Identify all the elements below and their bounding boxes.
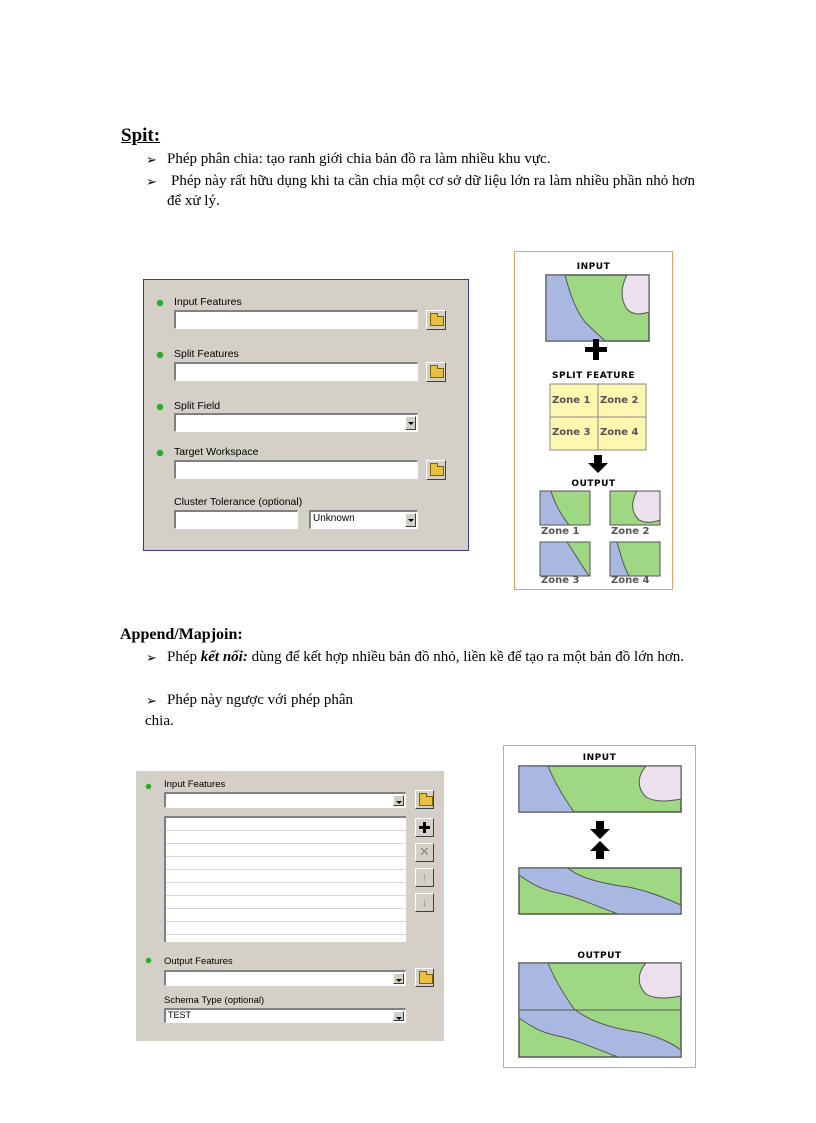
output-map (518, 962, 682, 1058)
cluster-tolerance-field[interactable] (174, 510, 298, 529)
figure-input-title: INPUT (576, 262, 611, 272)
chevron-down-icon[interactable] (405, 513, 416, 527)
chevron-down-icon[interactable] (405, 416, 416, 430)
open-folder-icon (419, 796, 433, 806)
chevron-down-icon[interactable] (393, 795, 404, 806)
open-folder-icon (430, 368, 444, 378)
target-workspace-label: Target Workspace (174, 446, 259, 458)
split-figure (514, 251, 673, 590)
bullet-arrow-icon: ➢ (146, 693, 157, 708)
input-map (545, 274, 650, 342)
open-folder-icon (430, 316, 444, 326)
zone-label: Zone 2 (600, 395, 639, 406)
append-bullet-2-cont: chia. (145, 713, 174, 729)
output-zone-label: Zone 1 (541, 526, 580, 537)
split-bullet-1: Phép phân chia: tạo ranh giới chia bản đồ ra làm nhiều khu vực. (167, 151, 551, 167)
bullet-arrow-icon: ➢ (146, 650, 157, 665)
figure-input-title: INPUT (582, 753, 617, 763)
input-features-list[interactable] (164, 816, 406, 942)
open-folder-icon (430, 466, 444, 476)
required-dot-icon (157, 300, 163, 306)
schema-type-select[interactable] (164, 1008, 406, 1023)
browse-button[interactable] (426, 310, 446, 330)
units-select[interactable] (309, 510, 418, 529)
browse-button[interactable] (415, 968, 434, 987)
required-dot-icon (146, 958, 151, 963)
split-features-label: Split Features (174, 348, 239, 360)
split-heading: Spit: (121, 125, 161, 146)
arrow-up-icon (590, 841, 610, 859)
units-value: Unknown (313, 513, 355, 524)
required-dot-icon (157, 450, 163, 456)
remove-button[interactable] (415, 843, 434, 862)
arrow-down-icon (588, 455, 608, 473)
cluster-tolerance-label: Cluster Tolerance (optional) (174, 496, 303, 508)
append-input-features-label: Input Features (164, 779, 226, 790)
output-zone-map (609, 541, 661, 577)
target-workspace-field[interactable] (174, 460, 418, 479)
chevron-down-icon[interactable] (393, 1011, 404, 1021)
required-dot-icon (157, 404, 163, 410)
append-input-features-select[interactable] (164, 792, 406, 808)
output-zone-map (609, 490, 661, 526)
bullet-arrow-icon: ➢ (146, 174, 157, 189)
move-down-button[interactable] (415, 893, 434, 912)
output-features-select[interactable] (164, 970, 406, 986)
output-zone-label: Zone 4 (611, 575, 650, 586)
arrow-up-icon: ↑ (421, 870, 428, 884)
zone-label: Zone 4 (600, 427, 639, 438)
browse-button[interactable] (426, 362, 446, 382)
required-dot-icon (157, 352, 163, 358)
add-button[interactable] (415, 818, 434, 837)
arrow-down-icon (590, 821, 610, 839)
append-dialog (136, 771, 444, 1041)
input-features-field[interactable] (174, 310, 418, 329)
open-folder-icon (419, 974, 433, 984)
input-map (518, 765, 682, 813)
output-features-label: Output Features (164, 956, 233, 967)
append-bold-term: kết nối: (200, 649, 248, 665)
append-figure (503, 745, 696, 1068)
append-bullet-2: Phép này ngược với phép phân (167, 692, 354, 708)
input-features-label: Input Features (174, 296, 242, 308)
split-dialog (143, 279, 469, 551)
split-zone-grid (549, 383, 647, 451)
split-features-field[interactable] (174, 362, 418, 381)
output-zone-label: Zone 2 (611, 526, 650, 537)
figure-split-title: SPLIT FEATURE (551, 371, 636, 381)
append-bullet-1: Phép kết nối: dùng để kết hợp nhiều bản đồ nhỏ, liền kề để tạo ra một bản đồ lớn hơn. (167, 649, 685, 665)
split-field-select[interactable] (174, 413, 418, 432)
schema-type-value: TEST (168, 1010, 192, 1020)
figure-output-title: OUTPUT (571, 479, 616, 489)
required-dot-icon (146, 784, 151, 789)
zone-label: Zone 3 (552, 427, 591, 438)
browse-button[interactable] (426, 460, 446, 480)
split-bullet-2: Phép này rất hữu dụng khi ta cần chia một cơ sở dữ liệu lớn ra làm nhiều phần nhỏ hơn để xử lý. (167, 173, 695, 209)
zone-label: Zone 1 (552, 395, 591, 406)
adjacent-map (518, 867, 682, 915)
append-heading: Append/Mapjoin: (120, 626, 243, 643)
schema-type-label: Schema Type (optional) (164, 995, 265, 1006)
bullet-arrow-icon: ➢ (146, 152, 157, 167)
split-field-label: Split Field (174, 400, 221, 412)
chevron-down-icon[interactable] (393, 973, 404, 984)
browse-button[interactable] (415, 790, 434, 809)
output-zone-map (539, 541, 591, 577)
output-zone-label: Zone 3 (541, 575, 580, 586)
move-up-button[interactable] (415, 868, 434, 887)
figure-output-title: OUTPUT (577, 951, 622, 961)
arrow-down-icon: ↓ (421, 895, 428, 909)
x-icon: ✕ (419, 844, 430, 859)
output-zone-map (539, 490, 591, 526)
